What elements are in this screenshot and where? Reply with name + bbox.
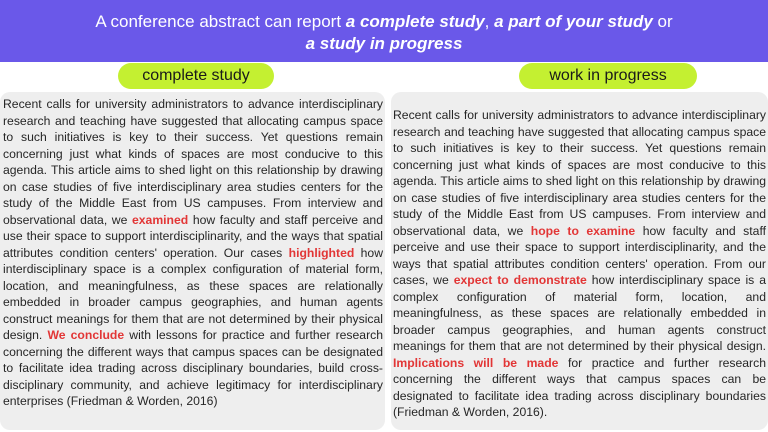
abstract-text: with lessons for practice and further research concerning the different ways that campus spaces can be designated to facilitate idea trading across disciplinary boundaries, build cross-disciplinary community, and achieve legitimacy for interdisciplinary enterprises (Friedman & Worden, 2016): [3, 328, 384, 408]
abstract-complete-panel: [0, 92, 385, 430]
abstract-text: how faculty and staff perceive and use their space to support interdisciplinarity, and the ways that spatial attributes condition centers' operation. Our cases: [3, 212, 383, 260]
label-complete-study: complete study: [118, 63, 274, 89]
title-emphasis-complete: a complete study: [345, 12, 485, 31]
title-line-1: [0, 11, 768, 33]
title-text: A conference abstract can report: [95, 12, 346, 31]
highlight-verb: examined: [132, 212, 189, 227]
abstract-text: for practice and further research concerning the different ways that campus spaces can be designated to facilitate idea trading across disciplinary boundaries (Friedman & Worden, 2016).: [393, 355, 766, 419]
highlight-verb: expect to demonstrate: [453, 273, 587, 287]
abstract-text: how interdisciplinary space is a complex configuration of material form, location, and meaningfulness, as these spaces are relationally embedded in broader campus geographies, and human agents construct meanings for them that are not determined by their physical design.: [3, 245, 383, 342]
title-text: ,: [484, 12, 495, 31]
abstract-text: Recent calls for university administrators to advance interdisciplinary research and teaching have suggested that allocating campus space to such initiatives is key to their success. Yet questions remain concerning just what kinds of spaces are most conducive to this agenda. This article aims to shed light on this relationship by drawing on case studies of five interdisciplinary area studies centers for the study of the Middle East from US campuses. From interview and observational data, we: [393, 108, 766, 238]
label-work-in-progress: work in progress: [519, 63, 697, 89]
highlight-verb: Implications will be made: [393, 355, 559, 370]
abstract-progress-panel: [391, 92, 768, 430]
title-emphasis-part: a part of your study: [494, 12, 653, 31]
highlight-verb: highlighted: [288, 245, 355, 260]
title-emphasis-progress: a study in progress: [305, 34, 463, 53]
abstract-text: how interdisciplinary space is a complex configuration of material form, location, and meaningfulness, as these spaces are relationally embedded in broader campus geographies, and human agents construct meanings for them that are not determined by their physical design.: [393, 273, 766, 353]
highlight-verb: We conclude: [47, 328, 125, 342]
title-banner: [0, 0, 768, 62]
title-text: or: [652, 12, 673, 31]
highlight-verb: hope to examine: [530, 223, 636, 238]
abstract-text: Recent calls for university administrators to advance interdisciplinary research and teaching have suggested that allocating campus space to such initiatives is key to their success. Yet questions remain concerning just what kinds of spaces are most conducive to this agenda. This article aims to shed light on this relationship by drawing on case studies of five interdisciplinary area studies centers for the study of the Middle East from US campuses. From interview and observational data, we: [3, 97, 383, 227]
title-line-2: [0, 33, 768, 55]
abstract-text: how faculty and staff perceive and use their space to support interdisciplinarity, and the ways that spatial attributes condition centers' operation. From our cases, we: [393, 223, 766, 287]
